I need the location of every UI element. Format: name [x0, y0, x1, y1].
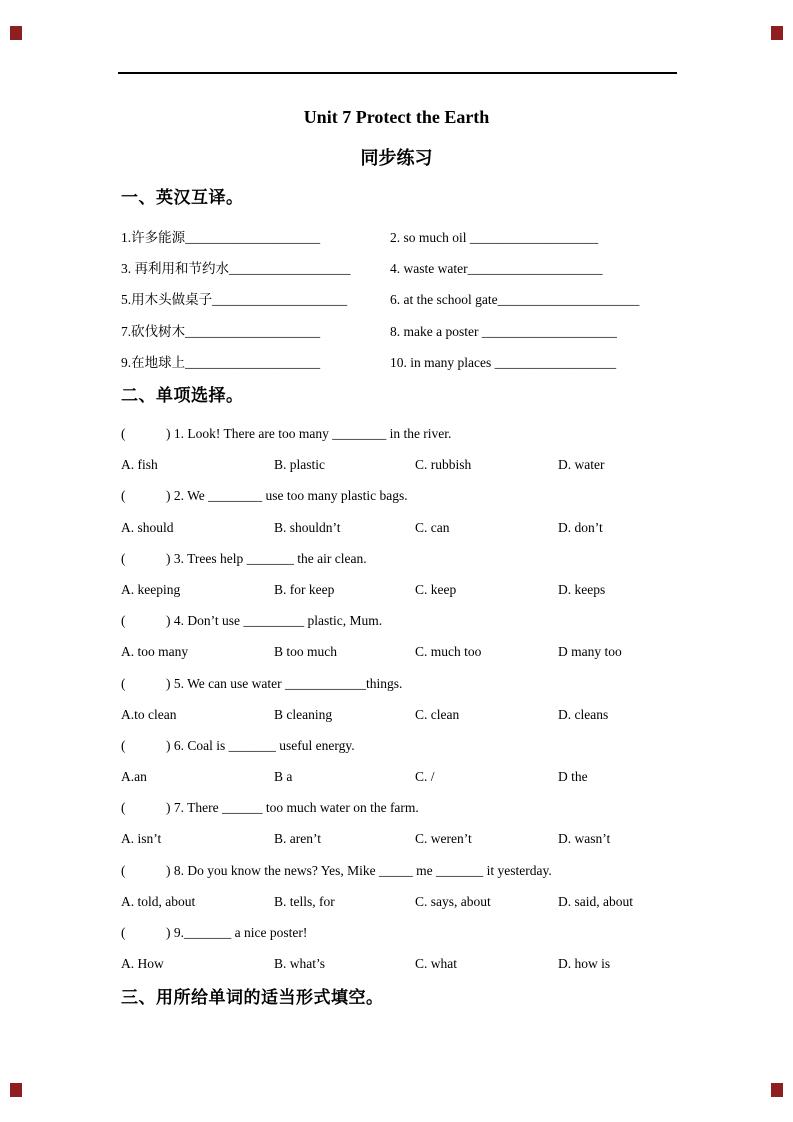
question-stem-3: ( ) 3. Trees help _______ the air clean.	[121, 550, 367, 566]
section-heading-choice: 二、单项选择。	[121, 386, 244, 405]
option-d: D many too	[558, 644, 622, 660]
question-options-9	[121, 948, 686, 979]
question-stem-4: ( ) 4. Don’t use _________ plastic, Mum.	[121, 613, 383, 629]
question-options-2	[121, 512, 686, 543]
option-b: B. for keep	[274, 581, 335, 597]
option-c: C. much too	[415, 644, 482, 660]
translation-item-8: 8. make a poster ____________________	[390, 323, 617, 339]
option-a: A.an	[121, 769, 147, 785]
question-stem-5: ( ) 5. We can use water ____________things.	[121, 675, 403, 691]
option-a: A. told, about	[121, 893, 196, 909]
translation-item-6: 6. at the school gate_____________________	[390, 292, 640, 308]
option-b: B a	[274, 769, 293, 785]
option-c: C. clean	[415, 706, 460, 722]
option-c: C. keep	[415, 581, 457, 597]
option-a: A. keeping	[121, 581, 181, 597]
question-stem-9: ( ) 9._______ a nice poster!	[121, 925, 308, 940]
option-c: C. /	[415, 769, 435, 785]
question-options-5	[121, 699, 686, 730]
option-d: D. keeps	[558, 581, 606, 597]
option-a: A. fish	[121, 457, 158, 473]
option-b: B. plastic	[274, 457, 325, 473]
question-stem-2: ( ) 2. We ________ use too many plastic bags.	[121, 488, 408, 504]
question-options-6	[121, 761, 686, 792]
option-d: D. wasn’t	[558, 831, 611, 847]
option-a: A. too many	[121, 644, 189, 660]
option-c: C. says, about	[415, 893, 491, 909]
corner-registration-mark	[771, 26, 783, 40]
question-stem-6: ( ) 6. Coal is _______ useful energy.	[121, 737, 355, 753]
translation-item-9: 9.在地球上____________________	[121, 354, 321, 370]
option-b: B. shouldn’t	[274, 519, 341, 535]
option-b: B. what’s	[274, 956, 326, 972]
question-stem-7: ( ) 7. There ______ too much water on the farm.	[121, 800, 419, 816]
corner-registration-mark	[771, 1083, 783, 1097]
header-rule	[118, 72, 677, 74]
option-b: B. tells, for	[274, 893, 335, 909]
translation-item-10: 10. in many places __________________	[390, 354, 617, 370]
page-subtitle: 同步练习	[360, 148, 433, 168]
question-options-7	[121, 823, 686, 854]
translation-item-1: 1.许多能源____________________	[121, 230, 321, 245]
option-d: D the	[558, 769, 588, 785]
option-a: A.to clean	[121, 706, 177, 722]
option-d: D. how is	[558, 956, 611, 972]
option-c: C. rubbish	[415, 457, 472, 473]
corner-registration-mark	[10, 1083, 22, 1097]
section-heading-translation: 一、英汉互译。	[121, 188, 244, 207]
question-stem-1: ( ) 1. Look! There are too many ________ in the river.	[121, 426, 452, 441]
option-c: C. what	[415, 956, 457, 972]
page-title: Unit 7 Protect the Earth	[303, 107, 490, 127]
corner-registration-mark	[10, 26, 22, 40]
question-options-8	[121, 886, 686, 917]
option-c: C. can	[415, 519, 450, 535]
option-b: B cleaning	[274, 706, 333, 722]
option-b: B. aren’t	[274, 831, 321, 847]
question-options-4	[121, 636, 686, 667]
question-stem-8: ( ) 8. Do you know the news? Yes, Mike _____ me _______ it yesterday.	[121, 862, 552, 878]
option-d: D. cleans	[558, 706, 609, 722]
translation-item-7: 7.砍伐树木____________________	[121, 323, 321, 339]
translation-item-5: 5.用木头做桌子____________________	[121, 292, 348, 308]
option-d: D. water	[558, 457, 605, 473]
question-options-1	[121, 449, 686, 480]
option-b: B too much	[274, 644, 337, 660]
option-a: A. How	[121, 956, 164, 972]
translation-item-3: 3. 再利用和节约水__________________	[121, 261, 351, 277]
option-c: C. weren’t	[415, 831, 472, 847]
translation-item-4: 4. waste water____________________	[390, 261, 603, 277]
question-options-3	[121, 574, 686, 605]
section-heading-fill: 三、用所给单词的适当形式填空。	[121, 988, 384, 1007]
choice-question-list	[121, 418, 686, 979]
option-a: A. isn’t	[121, 831, 162, 847]
option-a: A. should	[121, 519, 174, 535]
translation-item-2: 2. so much oil ___________________	[390, 230, 599, 245]
translation-list	[121, 222, 681, 378]
option-d: D. said, about	[558, 893, 633, 909]
option-d: D. don’t	[558, 519, 603, 535]
